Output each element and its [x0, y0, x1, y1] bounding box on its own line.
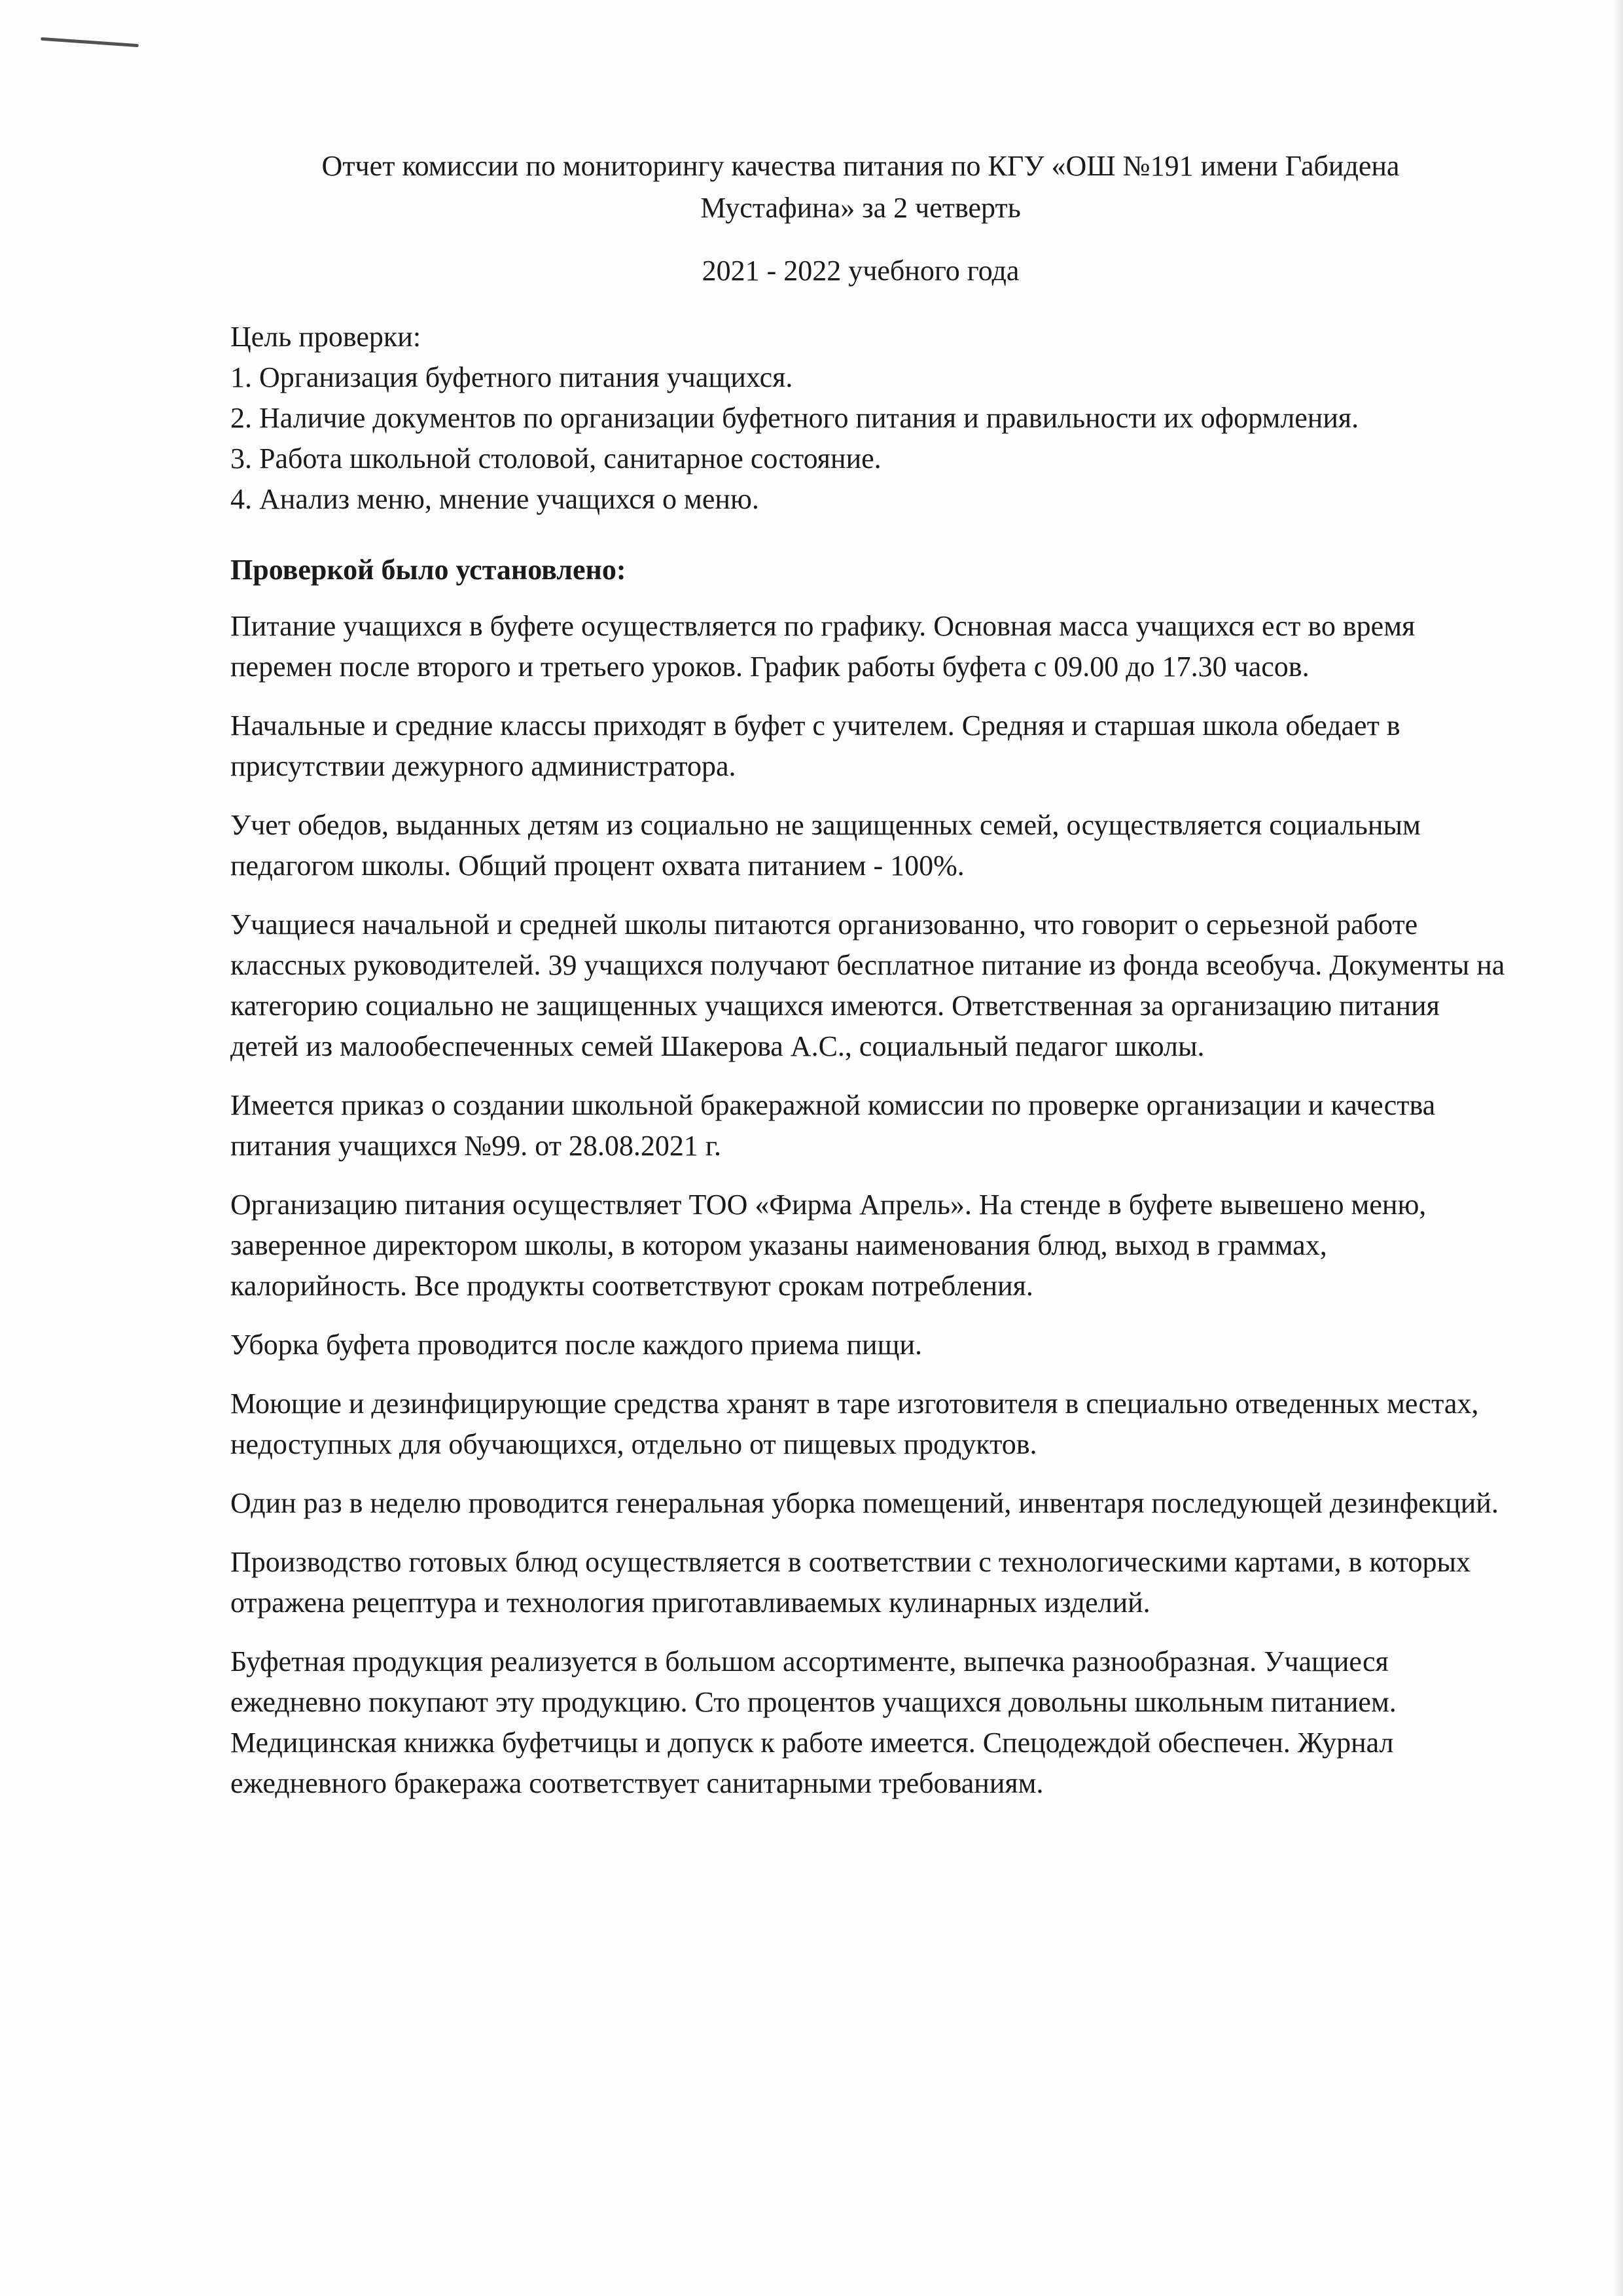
finding-paragraph: Учащиеся начальной и средней школы питаются организованно, что говорит о серьезной работе классных руководителей. 39 учащихся получают бесплатное питание из фонда всеобуча. Документы на категорию социально не защищенных учащихся имеются. Ответственная за организацию питания детей из малообеспеченных семей Шакерова А.С., социальный педагог школы.	[230, 908, 1505, 1062]
report-title-line-2: Мустафина» за 2 четверть	[700, 192, 1021, 224]
goals-heading: Цель проверки:	[230, 321, 421, 353]
report-academic-year: 2021 - 2022 учебного года	[702, 255, 1020, 287]
finding-paragraph: Начальные и средние классы приходят в буфет с учителем. Средняя и старшая школа обедает в присутствии дежурного администратора.	[230, 709, 1400, 782]
finding-paragraph: Один раз в неделю проводится генеральная уборка помещений, инвентаря последующей дезинфекций.	[230, 1487, 1499, 1519]
goal-item: 4. Анализ меню, мнение учащихся о меню.	[230, 483, 759, 515]
page-edge-shadow	[1614, 0, 1623, 2296]
goal-item: 3. Работа школьной столовой, санитарное состояние.	[230, 442, 882, 475]
goals-list	[230, 357, 1507, 520]
finding-paragraph: Имеется приказ о создании школьной бракеражной комиссии по проверке организации и качества питания учащихся №99. от 28.08.2021 г.	[230, 1089, 1436, 1162]
scan-artifact-mark	[41, 37, 139, 47]
finding-paragraph: Организацию питания осуществляет ТОО «Фирма Апрель». На стенде в буфете вывешено меню, заверенное директором школы, в котором указаны наименования блюд, выход в граммах, калорийность. Все продукты соответствуют срокам потребления.	[230, 1189, 1427, 1302]
findings-heading: Проверкой было установлено:	[230, 554, 626, 586]
finding-paragraph: Производство готовых блюд осуществляется в соответствии с технологическими картами, в которых отражена рецептура и технология приготавливаемых кулинарных изделий.	[230, 1546, 1471, 1619]
finding-paragraph: Учет обедов, выданных детям из социально не защищенных семей, осуществляется социальным педагогом школы. Общий процент охвата питанием - 100%.	[230, 809, 1421, 882]
goal-item: 2. Наличие документов по организации буфетного питания и правильности их оформления.	[230, 402, 1359, 434]
finding-paragraph: Питание учащихся в буфете осуществляется по графику. Основная масса учащихся ест во время перемен после второго и третьего уроков. График работы буфета с 09.00 до 17.30 часов.	[230, 610, 1416, 683]
finding-paragraph: Моющие и дезинфицирующие средства хранят в таре изготовителя в специально отведенных местах, недоступных для обучающихся, отдельно от пищевых продуктов.	[230, 1388, 1479, 1460]
finding-paragraph: Буфетная продукция реализуется в большом ассортименте, выпечка разнообразная. Учащиеся ежедневно покупают эту продукцию. Сто процентов учащихся довольны школьным питанием. Медицинская книжка буфетчицы и допуск к работе имеется. Спецодеждой обеспечен. Журнал ежедневного бракеража соответствует санитарными требованиям.	[230, 1645, 1397, 1799]
goal-item: 1. Организация буфетного питания учащихся.	[230, 361, 793, 393]
report-title-line-1: Отчет комиссии по мониторингу качества питания по КГУ «ОШ №191 имени Габидена	[321, 150, 1400, 182]
finding-paragraph: Уборка буфета проводится после каждого приема пищи.	[230, 1329, 923, 1361]
report-body	[230, 317, 1507, 1822]
